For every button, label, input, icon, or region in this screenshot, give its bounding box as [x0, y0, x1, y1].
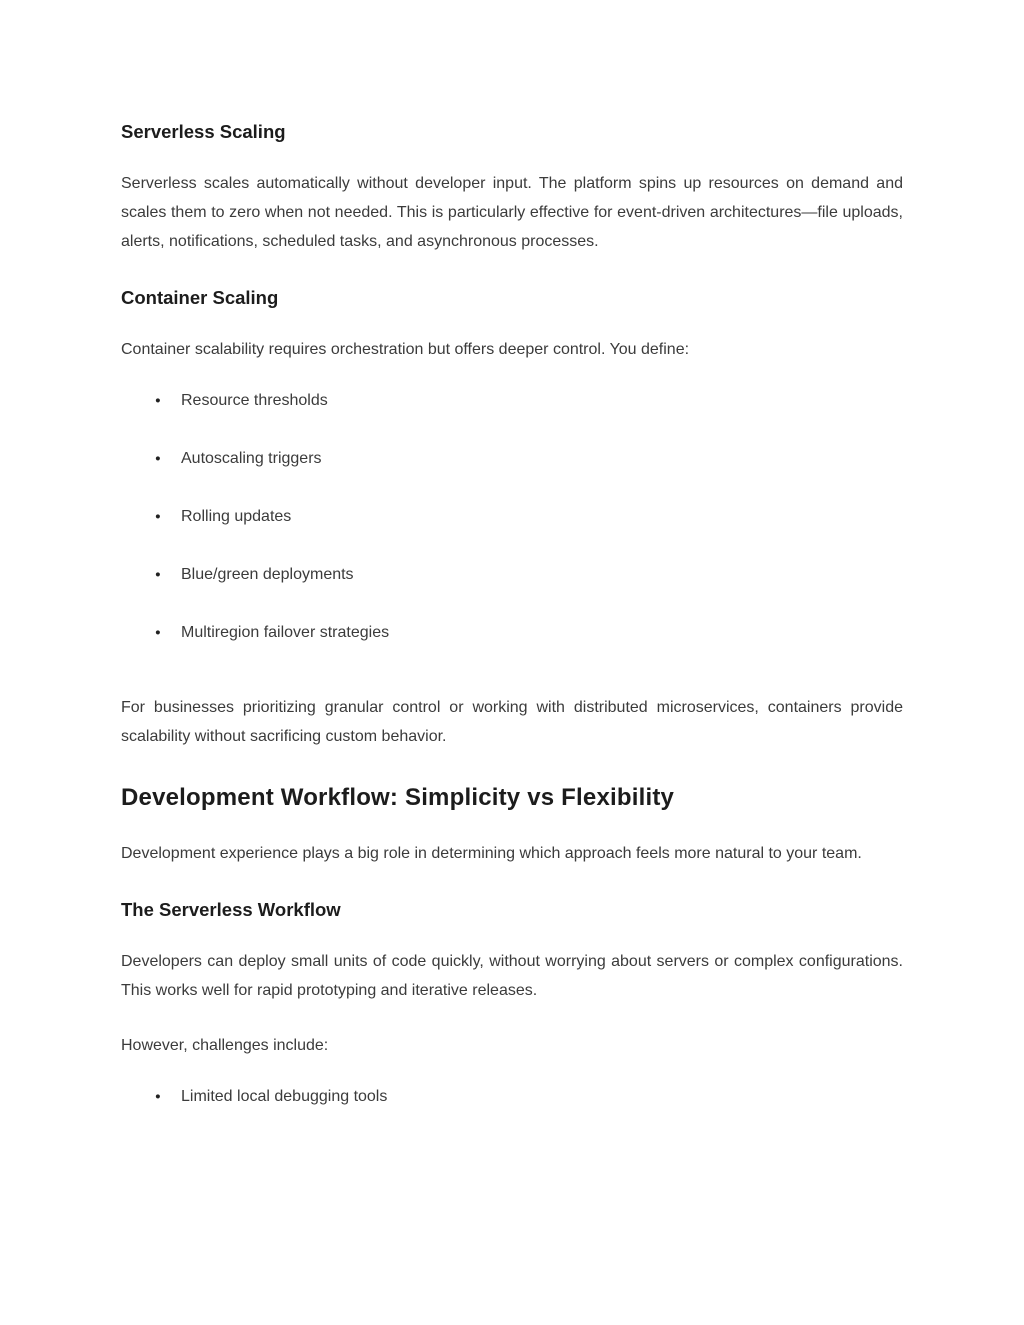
list-item-text: Rolling updates [181, 508, 292, 525]
list-item-text: Resource thresholds [181, 392, 328, 409]
list-item [121, 386, 903, 415]
bullet-icon: ● [155, 1091, 161, 1102]
paragraph-development-workflow-body: Development experience plays a big role in determining which approach feels more natural to your team. [121, 845, 862, 862]
bullet-icon: ● [155, 627, 161, 638]
section-heading-serverless-workflow: The Serverless Workflow [121, 899, 341, 920]
section-heading-serverless-scaling: Serverless Scaling [121, 121, 286, 142]
challenges-list [121, 1082, 903, 1111]
list-item [121, 618, 903, 647]
list-item [121, 1082, 903, 1111]
list-item [121, 560, 903, 589]
paragraph-container-scaling-intro: Container scalability requires orchestration but offers deeper control. You define: [121, 341, 690, 358]
paragraph-serverless-scaling-body: Serverless scales automatically without developer input. The platform spins up resources on demand and scales them to zero when not needed. This is particularly effective for event-driven architectures—file uploads, alerts, notifications, scheduled tasks, and asynchronous processes. [121, 175, 903, 250]
bullet-icon: ● [155, 569, 161, 580]
section-heading-development-workflow: Development Workflow: Simplicity vs Flexibility [121, 784, 675, 811]
list-item [121, 502, 903, 531]
document-page [121, 0, 903, 1111]
list-item-text: Autoscaling triggers [181, 450, 322, 467]
bullet-icon: ● [155, 453, 161, 464]
paragraph-container-scaling-conclusion: For businesses prioritizing granular control or working with distributed microservices, containers provide scalability without sacrificing custom behavior. [121, 699, 903, 745]
list-item-text: Multiregion failover strategies [181, 624, 390, 641]
paragraph-challenges-intro: However, challenges include: [121, 1037, 329, 1054]
bullet-icon: ● [155, 395, 161, 406]
section-heading-container-scaling: Container Scaling [121, 287, 279, 308]
list-item [121, 444, 903, 473]
list-item-text: Limited local debugging tools [181, 1088, 388, 1105]
list-item-text: Blue/green deployments [181, 566, 354, 583]
bullet-icon: ● [155, 511, 161, 522]
paragraph-serverless-workflow-body: Developers can deploy small units of code quickly, without worrying about servers or complex configurations. This works well for rapid prototyping and iterative releases. [121, 953, 903, 999]
container-scaling-list [121, 386, 903, 647]
